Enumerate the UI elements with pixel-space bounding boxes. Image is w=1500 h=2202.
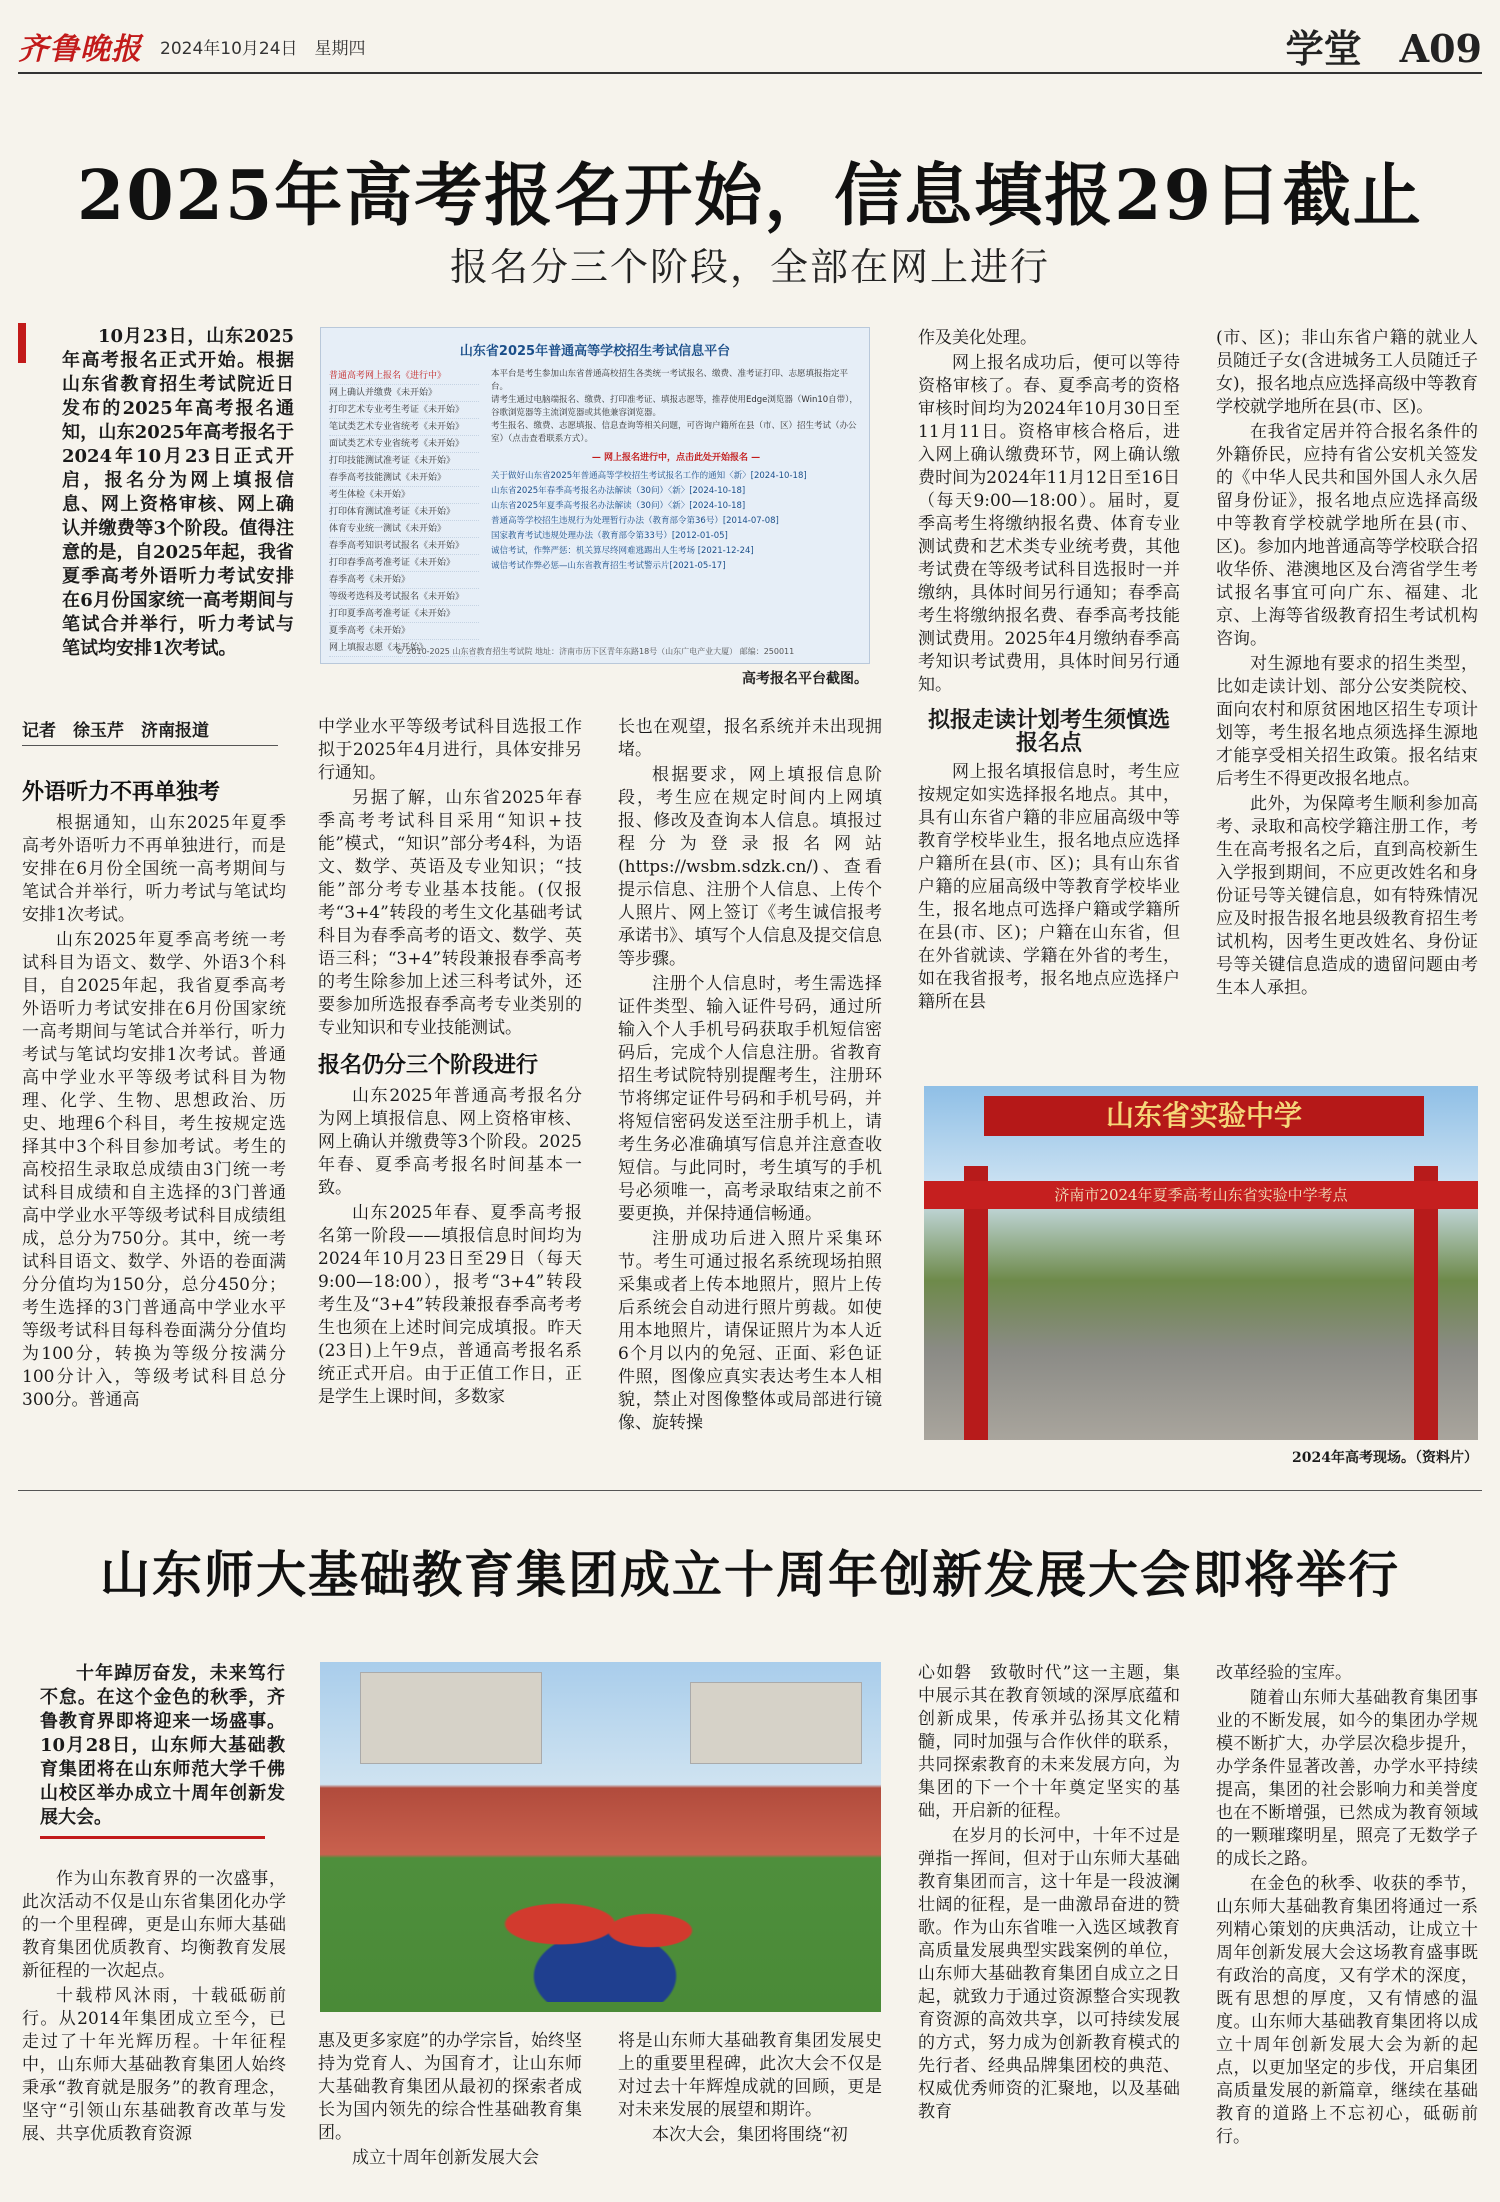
paragraph: 作为山东教育界的一次盛事，此次活动不仅是山东省集团化办学的一个里程碑，更是山东师大基础教育集团优质教育、均衡教育发展新征程的一次起点。 — [22, 1869, 286, 1981]
paragraph: 根据要求，网上填报信息阶段，考生应在规定时间内上网填报、修改及查询本人信息。填报过程分为登录报名网站(https://wsbm.sdzk.cn/)、查看提示信息、注册个人信息、上传个人照片、网上签订《考生诚信报考承诺书》、填写个人信息及提交信息等步骤。 — [618, 765, 882, 969]
photo-caption: 2024年高考现场。（资料片） — [1292, 1450, 1478, 1466]
paragraph: 成立十周年创新发展大会 — [352, 2148, 539, 2168]
platform-nav — [329, 368, 479, 657]
notice-line: 考生报名、缴费、志愿填报、信息查询等相关问题，可咨询户籍所在县（市、区）招生考试（办公室）（点击查看联系方式）。 — [491, 421, 857, 444]
article2-column-5 — [1216, 1662, 1478, 2151]
article2-lead — [40, 1662, 285, 1830]
article1-column-2 — [318, 716, 582, 1411]
paragraph: 网上报名填报信息时，考生应按规定如实选择报名地点。其中，具有山东省户籍的非应届高级中等教育学校毕业生，报名地点应选择户籍所在县(市、区)；具有山东省户籍的应届高级中等教育学校毕业生，报名地点可选择户籍或学籍所在县(市、区)；户籍在山东省，但在外省就读、学籍在外省的考生，如在我省报考，报名地点应选择户籍所在县 — [918, 762, 1180, 1012]
paragraph: 本次大会，集团将围绕“初 — [652, 2125, 848, 2145]
masthead — [18, 10, 1482, 74]
platform-nav-item: 等级考选科及考试报名《未开始》 — [329, 589, 479, 606]
notice-line: 请考生通过电脑端报名、缴费、打印准考证、填报志愿等，推荐使用Edge浏览器（Win10自带），谷歌浏览器等主流浏览器或其他兼容浏览器。 — [491, 395, 858, 418]
byline: 记者 徐玉芹 济南报道 — [22, 716, 278, 746]
paragraph: 注册个人信息时，考生需选择证件类型、输入证件号码，通过所输入个人手机号码获取手机短信密码后，完成个人信息注册。省教育招生考试院特别提醒考生，注册环节将绑定证件号码和手机号码，并将短信密码发送至注册手机上，请考生务必准确填写信息并注意查收短信。与此同时，考生填写的手机号必须唯一，高考录取结束之前不要更换，并保持通信畅通。 — [618, 974, 882, 1224]
paragraph: 山东2025年夏季高考统一考试科目为语文、数学、外语3个科目，自2025年起，我省夏季高考外语听力考试安排在6月份国家统一高考期间与笔试合并举行，听力考试与笔试均安排1次考试。普通高中学业水平等级考试科目为物理、化学、生物、思想政治、历史、地理6个科目，考生按规定选择其中3个科目参加考试。考生的高校招生录取总成绩由3门统一考试科目成绩和自主选择的3门普通高中学业水平等级考试科目成绩组成，总分为750分。其中，统一考试科目语文、数学、外语的卷面满分分值均为150分，总分450分；考生选择的3门普通高中学业水平等级考试科目每科卷面满分分值均为100分，转换为等级分按满分100分计入，等级考试科目总分300分。普通高 — [22, 930, 286, 1410]
paragraph: 长也在观望，报名系统并未出现拥堵。 — [618, 717, 882, 760]
notice-link: 国家教育考试违规处理办法（教育部令第33号）[2012-01-05] — [491, 531, 728, 541]
platform-nav-item: 笔试类艺术专业省统考《未开始》 — [329, 419, 479, 436]
platform-notice — [491, 368, 861, 574]
platform-nav-item: 考生体检《未开始》 — [329, 487, 479, 504]
screenshot-caption: 高考报名平台截图。 — [742, 671, 868, 687]
running-students — [470, 1872, 770, 2002]
school-building — [690, 1682, 862, 1764]
school-building — [360, 1672, 542, 1764]
section-page-label: 学堂 A09 — [1285, 26, 1482, 71]
article1-lead — [62, 325, 294, 661]
paragraph: 随着山东师大基础教育集团事业的不断发展，如今的集团办学规模不断扩大，办学层次稳步提升，办学条件显著改善，办学水平持续提高，集团的社会影响力和美誉度也在不断增强，已然成为教育领域的一颗璀璨明星，照亮了无数学子的成长之路。 — [1216, 1688, 1478, 1869]
paragraph: 在岁月的长河中，十年不过是弹指一挥间，但对于山东师大基础教育集团而言，这十年是一段波澜壮阔的征程，是一曲激昂奋进的赞歌。作为山东省唯一入选区域教育高质量发展典型实践案例的单位，山东师大基础教育集团自成立之日起，就致力于通过资源整合实现教育资源的高效共享，以可持续发展的方式，努力成为创新教育模式的先行者、经典品牌集团校的典范、权威优秀师资的汇聚地，以及基础教育 — [918, 1826, 1180, 2122]
notice-link: 诚信考试作弊必惩—山东省教育招生考试警示片[2021-05-17] — [491, 561, 726, 571]
platform-screenshot — [320, 327, 870, 664]
platform-nav-item: 打印夏季高考准考证《未开始》 — [329, 606, 479, 623]
platform-nav-item: 打印春季高考准考证《未开始》 — [329, 555, 479, 572]
article2-column-3 — [618, 2030, 882, 2149]
platform-nav-item: 体育专业统一测试《未开始》 — [329, 521, 479, 538]
notice-link: 关于做好山东省2025年普通高等学校招生考试报名工作的通知〈新〉[2024-10-18] — [491, 471, 807, 481]
lead-underline — [40, 1836, 265, 1839]
paragraph: 此外，为保障考生顺利参加高考、录取和高校学籍注册工作，考生在高考报名之后，直到高校新生入学报到期间，不应更改姓名和身份证号等关键信息，如有特殊情况应及时报告报名地县级教育招生考试机构，因考生更改姓名、身份证号等关键信息造成的遗留问题由考生本人承担。 — [1216, 794, 1478, 998]
paragraph: 心如磐 致敬时代”这一主题，集中展示其在教育领域的深厚底蕴和创新成果，传承并弘扬其文化精髓，同时加强与合作伙伴的联系，共同探索教育的未来发展方向，为集团的下一个十年奠定坚实的基础，开启新的征程。 — [918, 1663, 1180, 1821]
section-heading: 报名仍分三个阶段进行 — [318, 1052, 539, 1078]
lead-paragraph: 10月23日，山东2025年高考报名正式开始。根据山东省教育招生考试院近日发布的2025年高考报名通知，山东2025年高考报名于2024年10月23日正式开启，报名分为网上填报信息、网上资格审核、网上确认并缴费等3个阶段。值得注意的是，自2025年起，我省夏季高考外语听力考试安排在6月份国家统一高考期间与笔试合并举行，听力考试与笔试均安排1次考试。 — [62, 326, 294, 659]
school-gate-sign: 山东省实验中学 — [984, 1096, 1424, 1136]
notice-link: 山东省2025年夏季高考报名办法解读（30问）〈新〉[2024-10-18] — [491, 501, 746, 511]
notice-title: — 网上报名进行中，点击此处开始报名 — — [591, 453, 761, 463]
notice-link: 诚信考试，作弊严惩：机关算尽终网难逃踢出人生考场 [2021-12-24] — [491, 546, 754, 556]
section-heading: 外语听力不再单独考 — [22, 779, 221, 805]
paragraph: 在金色的秋季、收获的季节，山东师大基础教育集团将通过一系列精心策划的庆典活动，让成立十周年创新发展大会这场教育盛事既有政治的高度，又有学术的深度，既有思想的厚度，又有情感的温度。山东师大基础教育集团将以成立十周年创新发展大会为新的起点，以更加坚定的步伐，开启集团高质量发展的新篇章，继续在基础教育的道路上不忘初心，砥砺前行。 — [1216, 1874, 1478, 2147]
paragraph: 网上报名成功后，便可以等待资格审核了。春、夏季高考的资格审核时间均为2024年10月30日至11月11日。资格审核合格后，进入网上确认缴费环节，网上确认缴费时间为2024年11月12日至16日（每天9:00—18:00）。届时，夏季高考生将缴纳报名费、体育专业测试费和艺术类专业统考费，其他考试费在等级考试科目选报时一并缴纳，具体时间另行通知；春季高考生将缴纳报名费、春季高考技能测试费用。2025年4月缴纳春季高考知识考试费用，具体时间另行通知。 — [918, 353, 1180, 695]
paragraph: 惠及更多家庭”的办学宗旨，始终坚持为党育人、为国育才，让山东师大基础教育集团从最初的探索者成长为国内领先的综合性基础教育集团。 — [318, 2031, 582, 2143]
paragraph: 山东2025年春、夏季高考报名第一阶段——填报信息时间均为2024年10月23日至29日（每天9:00—18:00），报考“3+4”转段考生及“3+4”转段兼报春季高考考生也须在上述时间完成填报。昨天(23日)上午9点，普通高考报名系统正式开启。由于正值工作日，正是学生上课时间，多数家 — [318, 1203, 582, 1407]
article1-column-4 — [918, 327, 1180, 1016]
paragraph: 山东2025年普通高考报名分为网上填报信息、网上资格审核、网上确认并缴费等3个阶段。2025年春、夏季高考报名时间基本一致。 — [318, 1086, 582, 1198]
notice-line: 本平台是考生参加山东省普通高校招生各类统一考试报名、缴费、准考证打印、志愿填报指定平台。 — [491, 369, 849, 392]
article1-subhead: 报名分三个阶段，全部在网上进行 — [449, 245, 1050, 289]
platform-nav-item: 春季高考技能测试《未开始》 — [329, 470, 479, 487]
paragraph: 在我省定居并符合报名条件的外籍侨民，应持有省公安机关签发的《中华人民共和国外国人永久居留身份证》，报名地点应选择高级中等教育学校就学地所在县(市、区)。参加内地普通高等学校联合招收华侨、港澳地区及台湾省学生考试报名事宜可向广东、福建、北京、上海等省级教育招生考试机构咨询。 — [1216, 422, 1478, 649]
paragraph: 改革经验的宝库。 — [1216, 1663, 1352, 1683]
notice-link: 普通高等学校招生违规行为处理暂行办法（教育部令第36号）[2014-07-08] — [491, 516, 779, 526]
article2-column-4 — [918, 1662, 1180, 2126]
issue-date: 2024年10月24日 星期四 — [160, 39, 366, 59]
platform-nav-item: 春季高考知识考试报名《未开始》 — [329, 538, 479, 555]
paragraph: 注册成功后进入照片采集环节。考生可通过报名系统现场拍照采集或者上传本地照片，照片上传后系统会自动进行照片剪裁。如使用本地照片，请保证照片为本人近6个月以内的免冠、正面、彩色证件照，图像应真实表达考生本人相貌，禁止对图像整体或局部进行镜像、旋转操 — [618, 1229, 882, 1433]
paragraph: 另据了解，山东省2025年春季高考考试科目采用“知识+技能”模式，“知识”部分考4科，为语文、数学、英语及专业知识；“技能”部分考专业基本技能。(仅报考“3+4”转段的考生文化基础考试科目为春季高考的语文、数学、英语三科；“3+4”转段兼报春季高考的考生除参加上述三科考试外，还要参加所选报春季高考专业类别的专业知识和专业技能测试。 — [318, 788, 582, 1038]
article1-headline: 2025年高考报名开始，信息填报29日截止 — [77, 156, 1423, 236]
platform-footer: © 2010-2025 山东省教育招生考试院 地址：济南市历下区青年东路18号（山东广电产业大厦） 邮编：250011 — [395, 647, 795, 656]
paragraph: 作及美化处理。 — [918, 328, 1037, 348]
lead-paragraph: 十年踔厉奋发，未来笃行不怠。在这个金色的秋季，齐鲁教育界即将迎来一场盛事。10月28日，山东师大基础教育集团将在山东师范大学千佛山校区举办成立十周年创新发展大会。 — [40, 1663, 285, 1828]
section-heading: 拟报走读计划考生须慎选报名点 — [927, 707, 1170, 756]
article2-headline: 山东师大基础教育集团成立十周年创新发展大会即将举行 — [100, 1545, 1400, 1604]
platform-nav-item: 网上确认并缴费《未开始》 — [329, 385, 479, 402]
paragraph: (市、区)；非山东省户籍的就业人员随迁子女(含进城务工人员随迁子女)，报名地点应选择高级中等教育学校就学地所在县(市、区)。 — [1216, 328, 1478, 417]
article1-column-1 — [22, 775, 286, 1414]
newspaper-logo: 齐鲁晚报 — [18, 32, 142, 67]
platform-nav-item: 面试类艺术专业省统考《未开始》 — [329, 436, 479, 453]
paragraph: 对生源地有要求的招生类型，比如走读计划、部分公安类院校、面向农村和原贫困地区招生专项计划等，考生报名地点须选择生源地才能享受相关招生政策。报名结束后考生不得更改报名地点。 — [1216, 654, 1478, 789]
paragraph: 根据通知，山东2025年夏季高考外语听力不再单独进行，而是安排在6月份全国统一高考期间与笔试合并举行，听力考试与笔试均安排1次考试。 — [22, 813, 286, 925]
platform-nav-item: 网上填报志愿《未开始》 — [329, 640, 479, 657]
platform-nav-item: 春季高考《未开始》 — [329, 572, 479, 589]
platform-nav-item: 普通高考网上报名《进行中》 — [329, 368, 479, 385]
students-photo — [320, 1662, 881, 2012]
platform-title: 山东省2025年普通高等学校招生考试信息平台 — [459, 344, 731, 359]
paragraph: 中学业水平等级考试科目选报工作拟于2025年4月进行，具体安排另行通知。 — [318, 717, 582, 783]
platform-nav-item: 打印技能测试准考证《未开始》 — [329, 453, 479, 470]
paragraph: 十载栉风沐雨，十载砥砺前行。从2014年集团成立至今，已走过了十年光辉历程。十年征程中，山东师大基础教育集团人始终秉承“教育就是服务”的教育理念，坚守“引领山东基础教育改革与发展、共享优质教育资源 — [22, 1986, 286, 2144]
lead-marker — [18, 323, 26, 363]
article2-column-1 — [22, 1868, 286, 2148]
article-divider — [18, 1490, 1482, 1491]
article1-column-5 — [1216, 327, 1478, 1002]
article2-column-2 — [318, 2030, 582, 2172]
exam-site-photo — [924, 1086, 1478, 1440]
platform-nav-item: 夏季高考《未开始》 — [329, 623, 479, 640]
notice-link: 山东省2025年春季高考报名办法解读（30问）〈新〉[2024-10-18] — [491, 486, 746, 496]
paragraph: 将是山东师大基础教育集团发展史上的重要里程碑，此次大会不仅是对过去十年辉煌成就的回顾，更是对未来发展的展望和期许。 — [618, 2031, 882, 2120]
article1-column-3 — [618, 716, 882, 1437]
platform-nav-item: 打印体育测试准考证《未开始》 — [329, 504, 479, 521]
exam-site-banner: 济南市2024年夏季高考山东省实验中学考点 — [924, 1181, 1478, 1209]
platform-nav-item: 打印艺术专业考生考证《未开始》 — [329, 402, 479, 419]
